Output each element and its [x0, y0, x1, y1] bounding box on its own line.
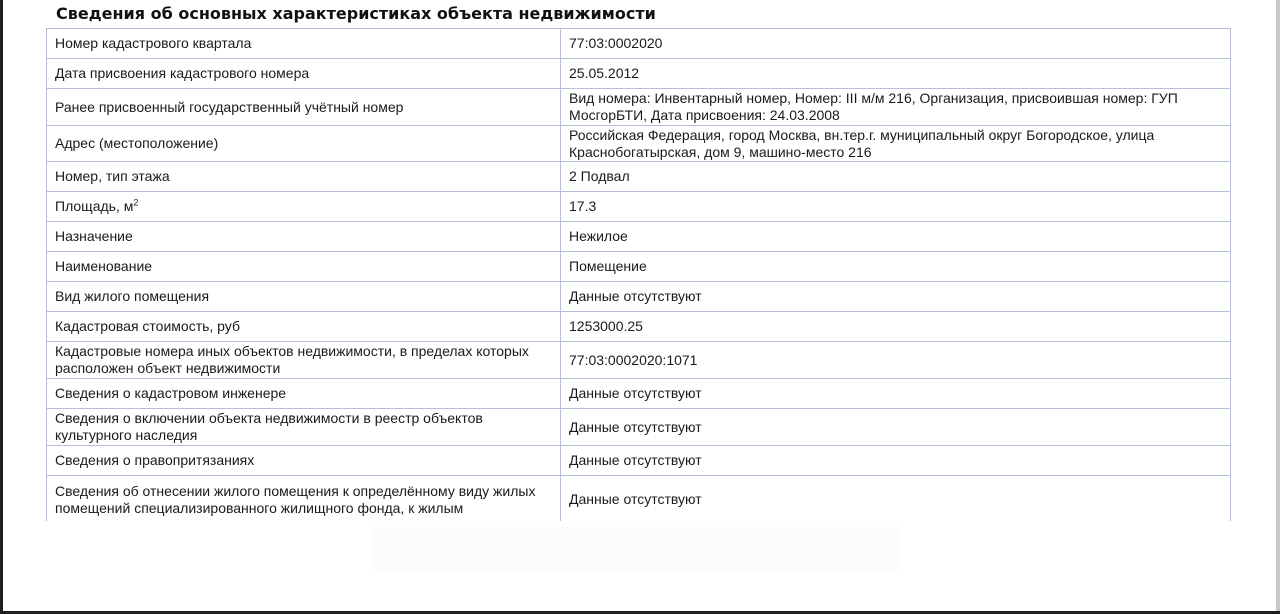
table-row [47, 409, 1231, 446]
row-label: Вид жилого помещения [47, 282, 561, 312]
right-page-border [1276, 0, 1280, 614]
table-row [47, 89, 1231, 126]
section-title: Сведения об основных характеристиках объекта недвижимости [56, 4, 656, 23]
characteristics-table [46, 28, 1231, 521]
row-label: Сведения об отнесении жилого помещения к определённому виду жилых помещений специализированного жилищного фонда, к жилым [47, 476, 561, 522]
row-value: 1253000.25 [561, 312, 1231, 342]
row-value: 2 Подвал [561, 162, 1231, 192]
table-row [47, 312, 1231, 342]
row-label: Ранее присвоенный государственный учётный номер [47, 89, 561, 126]
row-value: Вид номера: Инвентарный номер, Номер: III м/м 216, Организация, присвоившая номер: ГУП МосгорБТИ, Дата присвоения: 24.03.2008 [561, 89, 1231, 126]
row-label: Сведения о включении объекта недвижимости в реестр объектов культурного наследия [47, 409, 561, 446]
row-label: Кадастровая стоимость, руб [47, 312, 561, 342]
page-background-patch [372, 527, 900, 571]
area-label-text: Площадь, м [55, 198, 134, 214]
row-label: Кадастровые номера иных объектов недвижимости, в пределах которых расположен объект недвижимости [47, 342, 561, 379]
table-row [47, 162, 1231, 192]
row-label: Номер, тип этажа [47, 162, 561, 192]
row-value: 25.05.2012 [561, 59, 1231, 89]
table-row [47, 192, 1231, 222]
row-label: Дата присвоения кадастрового номера [47, 59, 561, 89]
row-value: Данные отсутствуют [561, 409, 1231, 446]
table-row [47, 126, 1231, 162]
area-unit-superscript: 2 [133, 197, 139, 208]
characteristics-table-viewport [46, 28, 1231, 521]
table-row [47, 476, 1231, 522]
row-label: Наименование [47, 252, 561, 282]
left-page-border [0, 0, 3, 614]
row-value: 17.3 [561, 192, 1231, 222]
row-value: Данные отсутствуют [561, 282, 1231, 312]
row-label: Номер кадастрового квартала [47, 29, 561, 59]
table-row [47, 342, 1231, 379]
row-value: 77:03:0002020:1071 [561, 342, 1231, 379]
table-row [47, 446, 1231, 476]
row-value: Российская Федерация, город Москва, вн.тер.г. муниципальный округ Богородское, улица Краснобогатырская, дом 9, машино-место 216 [561, 126, 1231, 162]
row-label: Назначение [47, 222, 561, 252]
row-value: 77:03:0002020 [561, 29, 1231, 59]
row-value: Помещение [561, 252, 1231, 282]
row-value: Нежилое [561, 222, 1231, 252]
table-row [47, 379, 1231, 409]
row-label: Сведения о правопритязаниях [47, 446, 561, 476]
row-label: Адрес (местоположение) [47, 126, 561, 162]
table-row [47, 252, 1231, 282]
row-value: Данные отсутствуют [561, 379, 1231, 409]
row-value: Данные отсутствуют [561, 446, 1231, 476]
row-label: Сведения о кадастровом инженере [47, 379, 561, 409]
table-row [47, 29, 1231, 59]
table-row [47, 282, 1231, 312]
table-row [47, 222, 1231, 252]
row-value: Данные отсутствуют [561, 476, 1231, 522]
row-label [47, 192, 561, 222]
table-row [47, 59, 1231, 89]
